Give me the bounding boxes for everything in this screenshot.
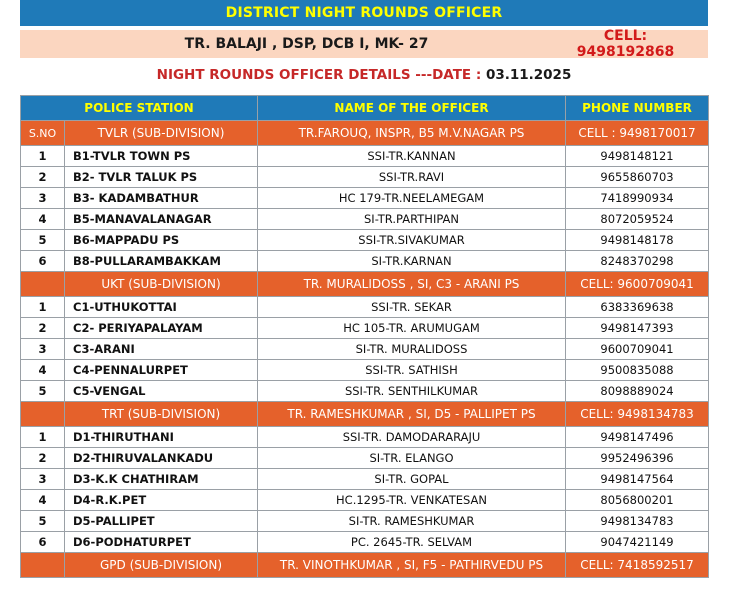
table-row (21, 297, 709, 318)
row-station: B6-MAPPADU PS (65, 230, 258, 251)
row-officer: SI-TR. RAMESHKUMAR (258, 511, 566, 532)
row-phone: 7418990934 (566, 188, 709, 209)
table-row (21, 339, 709, 360)
row-phone: 9498148178 (566, 230, 709, 251)
row-officer: HC.1295-TR. VENKATESAN (258, 490, 566, 511)
row-sno: 1 (21, 146, 65, 167)
row-sno: 1 (21, 297, 65, 318)
table-row (21, 167, 709, 188)
subdivision-cell: CELL: 9498134783 (566, 402, 709, 427)
column-header-officer: NAME OF THE OFFICER (258, 96, 566, 121)
row-phone: 9498134783 (566, 511, 709, 532)
row-station: D3-K.K CHATHIRAM (65, 469, 258, 490)
subdivision-sno-label: S.NO (21, 121, 65, 146)
row-officer: SI-TR.KARNAN (258, 251, 566, 272)
row-station: C4-PENNALURPET (65, 360, 258, 381)
row-officer: SSI-TR. DAMODARARAJU (258, 427, 566, 448)
subdivision-officer: TR. MURALIDOSS , SI, C3 - ARANI PS (258, 272, 566, 297)
row-sno: 4 (21, 360, 65, 381)
row-officer: SI-TR. MURALIDOSS (258, 339, 566, 360)
row-officer: SSI-TR. SENTHILKUMAR (258, 381, 566, 402)
subdivision-name: GPD (SUB-DIVISION) (65, 553, 258, 578)
row-sno: 3 (21, 339, 65, 360)
row-phone: 9498147564 (566, 469, 709, 490)
table-header-row (21, 96, 709, 121)
subdivision-cell: CELL: 9600709041 (566, 272, 709, 297)
subdivision-row (21, 272, 709, 297)
row-phone: 9498148121 (566, 146, 709, 167)
row-sno: 5 (21, 381, 65, 402)
row-phone: 8098889024 (566, 381, 709, 402)
row-station: D4-R.K.PET (65, 490, 258, 511)
row-phone: 8248370298 (566, 251, 709, 272)
row-officer: SSI-TR.KANNAN (258, 146, 566, 167)
row-station: C1-UTHUKOTTAI (65, 297, 258, 318)
row-sno: 4 (21, 209, 65, 230)
row-phone: 9498147496 (566, 427, 709, 448)
subdivision-row (21, 402, 709, 427)
table-row (21, 448, 709, 469)
row-officer: SSI-TR.RAVI (258, 167, 566, 188)
table-row (21, 146, 709, 167)
row-phone: 9500835088 (566, 360, 709, 381)
row-station: D2-THIRUVALANKADU (65, 448, 258, 469)
row-phone: 9655860703 (566, 167, 709, 188)
details-date: 03.11.2025 (485, 67, 572, 83)
row-phone: 9952496396 (566, 448, 709, 469)
district-officer-name: TR. BALAJI , DSP, DCB I, MK- 27 (184, 36, 429, 52)
row-sno: 3 (21, 188, 65, 209)
row-sno: 2 (21, 318, 65, 339)
row-sno: 3 (21, 469, 65, 490)
row-sno: 6 (21, 251, 65, 272)
subdivision-sno-label (21, 272, 65, 297)
table-row (21, 427, 709, 448)
row-phone: 8072059524 (566, 209, 709, 230)
row-officer: SSI-TR. SATHISH (258, 360, 566, 381)
row-phone: 6383369638 (566, 297, 709, 318)
subdivision-name: UKT (SUB-DIVISION) (65, 272, 258, 297)
row-officer: SSI-TR. SEKAR (258, 297, 566, 318)
subdivision-officer: TR. RAMESHKUMAR , SI, D5 - PALLIPET PS (258, 402, 566, 427)
row-station: B1-TVLR TOWN PS (65, 146, 258, 167)
subdivision-cell: CELL: 7418592517 (566, 553, 709, 578)
row-officer: SSI-TR.SIVAKUMAR (258, 230, 566, 251)
table-row (21, 381, 709, 402)
row-officer: SI-TR.PARTHIPAN (258, 209, 566, 230)
row-phone: 9047421149 (566, 532, 709, 553)
subdivision-row (21, 121, 709, 146)
table-row (21, 532, 709, 553)
table-row (21, 209, 709, 230)
row-station: C3-ARANI (65, 339, 258, 360)
subdivision-name: TRT (SUB-DIVISION) (65, 402, 258, 427)
row-officer: SI-TR. GOPAL (258, 469, 566, 490)
row-sno: 2 (21, 448, 65, 469)
row-station: D1-THIRUTHANI (65, 427, 258, 448)
table-body (21, 121, 709, 578)
row-sno: 5 (21, 511, 65, 532)
column-header-station: POLICE STATION (21, 96, 258, 121)
night-rounds-table (20, 95, 709, 578)
row-station: B2- TVLR TALUK PS (65, 167, 258, 188)
row-station: D6-PODHATURPET (65, 532, 258, 553)
subdivision-officer: TR.FAROUQ, INSPR, B5 M.V.NAGAR PS (258, 121, 566, 146)
row-station: B8-PULLARAMBAKKAM (65, 251, 258, 272)
subdivision-cell: CELL : 9498170017 (566, 121, 709, 146)
row-sno: 5 (21, 230, 65, 251)
subdivision-sno-label (21, 553, 65, 578)
table-row (21, 511, 709, 532)
row-phone: 8056800201 (566, 490, 709, 511)
row-officer: HC 105-TR. ARUMUGAM (258, 318, 566, 339)
row-phone: 9498147393 (566, 318, 709, 339)
subdivision-row (21, 553, 709, 578)
row-sno: 1 (21, 427, 65, 448)
table-row (21, 251, 709, 272)
row-officer: SI-TR. ELANGO (258, 448, 566, 469)
subdivision-officer: TR. VINOTHKUMAR , SI, F5 - PATHIRVEDU PS (258, 553, 566, 578)
details-label: NIGHT ROUNDS OFFICER DETAILS ---DATE : (156, 67, 482, 83)
page-title: DISTRICT NIGHT ROUNDS OFFICER (225, 5, 503, 21)
row-station: B5-MANAVALANAGAR (65, 209, 258, 230)
row-officer: PC. 2645-TR. SELVAM (258, 532, 566, 553)
row-station: D5-PALLIPET (65, 511, 258, 532)
row-phone: 9600709041 (566, 339, 709, 360)
table-row (21, 469, 709, 490)
table-row (21, 490, 709, 511)
details-heading (20, 67, 708, 87)
table-row (21, 318, 709, 339)
subdivision-name: TVLR (SUB-DIVISION) (65, 121, 258, 146)
page-title-banner (20, 0, 708, 26)
table-row (21, 360, 709, 381)
row-station: B3- KADAMBATHUR (65, 188, 258, 209)
column-header-phone: PHONE NUMBER (566, 96, 709, 121)
table-row (21, 188, 709, 209)
district-officer-band (20, 30, 708, 58)
row-sno: 2 (21, 167, 65, 188)
table-row (21, 230, 709, 251)
subdivision-sno-label (21, 402, 65, 427)
row-station: C5-VENGAL (65, 381, 258, 402)
row-sno: 4 (21, 490, 65, 511)
district-officer-cell: CELL: 9498192868 (576, 28, 675, 60)
row-officer: HC 179-TR.NEELAMEGAM (258, 188, 566, 209)
row-station: C2- PERIYAPALAYAM (65, 318, 258, 339)
row-sno: 6 (21, 532, 65, 553)
